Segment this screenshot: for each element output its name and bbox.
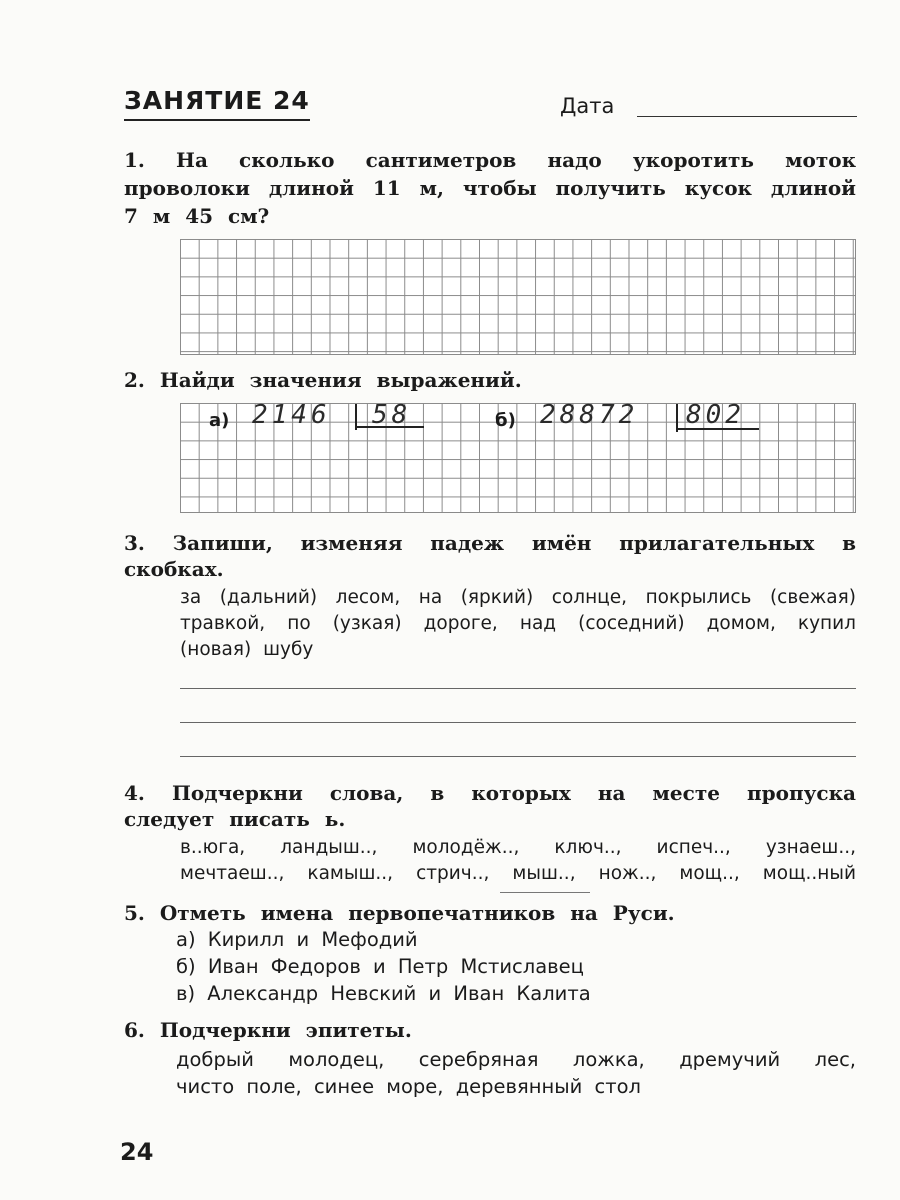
task-1-line-1 [124, 146, 856, 175]
task-1-line-2: проволоки длиной 11 м, чтобы получить кусок длиной [124, 176, 856, 200]
task-5-option-a[interactable]: а) Кирилл и Мефодий [176, 928, 418, 951]
task-2-line [124, 366, 856, 395]
task-5-text: Отметь имена первопечатников на Руси. [159, 901, 675, 925]
task-2a-label: а) [209, 410, 230, 431]
task-4-line-2: следует писать ь. [124, 807, 346, 831]
task-3-write-line-1[interactable] [180, 688, 856, 689]
task-3-line-2: скобках. [124, 557, 224, 581]
task-2b-dividend: 28872 [540, 400, 639, 430]
faint-underline-mark [500, 892, 590, 893]
task-3-number: 3. [124, 531, 145, 555]
task-4-line-1 [124, 779, 856, 808]
task-4-words-2: мечтаеш.., камыш.., стрич.., мыш.., нож.., мощ.., мощ..ный [180, 863, 856, 884]
task-3-example-3: (новая) шубу [180, 639, 314, 660]
task-6-example-1: добрый молодец, серебряная ложка, дремучий лес, [176, 1048, 856, 1071]
task-2b-divisor: 802 [686, 400, 745, 430]
task-4-words-1: в..юга, ландыш.., молодёж.., ключ.., испеч.., узнаеш.., [180, 837, 856, 858]
task-5-option-c[interactable]: в) Александр Невский и Иван Калита [176, 982, 591, 1005]
date-field-line [637, 116, 857, 117]
task-3-text-1: Запиши, изменяя падеж имён прилагательных в [172, 531, 857, 555]
task-6-text: Подчеркни эпитеты. [159, 1018, 412, 1042]
task-5-option-b[interactable]: б) Иван Федоров и Петр Мстиславец [176, 955, 584, 978]
task-1-answer-grid[interactable] [180, 239, 856, 355]
date-label: Дата [560, 94, 615, 118]
task-5-line [124, 899, 856, 928]
task-3-write-line-3[interactable] [180, 756, 856, 757]
task-6-number: 6. [124, 1018, 145, 1042]
task-2-text: Найди значения выражений. [159, 368, 522, 392]
task-2-number: 2. [124, 368, 145, 392]
page-number: 24 [120, 1138, 154, 1166]
task-3-example-2: травкой, по (узкая) дороге, над (соседний) домом, купил [180, 613, 856, 634]
task-1-number: 1. [124, 148, 145, 172]
lesson-title: ЗАНЯТИЕ 24 [124, 86, 310, 121]
task-1-line-3: 7 м 45 см? [124, 204, 270, 228]
task-3-line-1 [124, 529, 856, 558]
task-2a-dividend: 2146 [252, 400, 331, 430]
task-2a-divisor: 58 [372, 400, 412, 430]
task-3-example-1: за (дальний) лесом, на (яркий) солнце, покрылись (свежая) [180, 587, 856, 608]
task-3-write-line-2[interactable] [180, 722, 856, 723]
task-2b-label: б) [495, 410, 516, 431]
task-4-number: 4. [124, 781, 145, 805]
task-4-text-1: Подчеркни слова, в которых на месте пропуска [171, 781, 856, 805]
task-6-line [124, 1016, 856, 1045]
task-5-number: 5. [124, 901, 145, 925]
task-1-text-1: На сколько сантиметров надо укоротить моток [176, 148, 857, 172]
task-6-example-2: чисто поле, синее море, деревянный стол [176, 1075, 642, 1098]
